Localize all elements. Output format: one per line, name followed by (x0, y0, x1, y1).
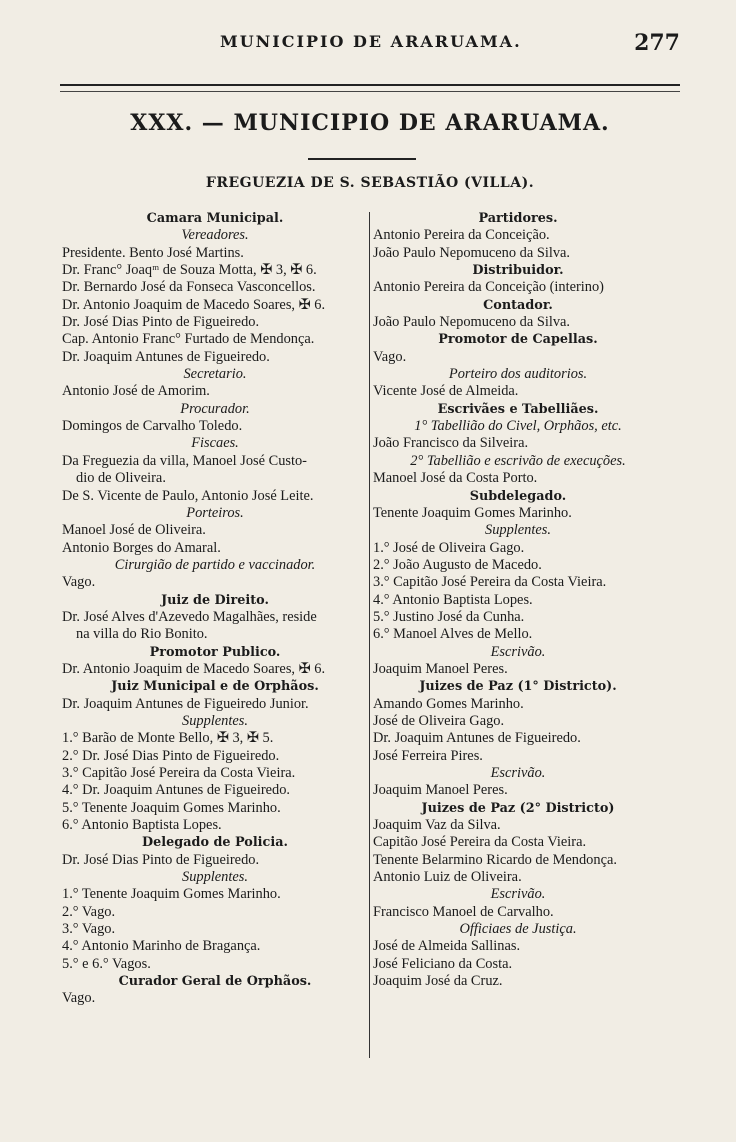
entry-line: 3.° Capitão José Pereira da Costa Vieira. (62, 765, 296, 781)
role-subheading: Procurador. (180, 400, 250, 417)
entry-line: Da Freguezia da villa, Manoel José Custo- (62, 452, 307, 469)
entry-line: José Feliciano da Costa. (373, 955, 513, 972)
entry-line: Capitão José Pereira da Costa Vieira. (373, 834, 587, 851)
entry-line: De S. Vicente de Paulo, Antonio José Leite. (62, 487, 314, 504)
entry-line: 6.° Manoel Alves de Mello. (373, 626, 533, 643)
section-heading: Juizes de Paz (2° Districto) (421, 800, 615, 816)
column-divider (369, 212, 370, 1058)
entry-line: Antonio Pereira da Conceição (interino) (373, 279, 604, 296)
role-subheading: Escrivão. (490, 886, 546, 903)
section-heading: Delegado de Policia. (142, 835, 288, 851)
entry-line: Cap. Antonio Franc° Furtado de Mendonça. (62, 331, 315, 348)
section-heading: Contador. (483, 297, 553, 313)
entry-line: João Paulo Nepomuceno da Silva. (373, 314, 571, 331)
entry-line: Dr. José Alves d'Azevedo Magalhães, reside (62, 608, 317, 625)
entry-line: 4.° Antonio Marinho de Bragança. (62, 938, 261, 955)
role-subheading: 1° Tabellião do Civel, Orphãos, etc. (414, 418, 622, 435)
header-rule (60, 84, 680, 92)
section-heading: Juiz Municipal e de Orphãos. (111, 679, 319, 695)
role-subheading: Porteiro dos auditorios. (448, 366, 588, 383)
left-column (62, 210, 368, 1008)
role-subheading: Cirurgião de partido e vaccinador. (114, 556, 316, 573)
entry-continuation: na villa do Rio Bonito. (76, 626, 208, 643)
entry-line: Tenente Belarmino Ricardo de Mendonça. (373, 851, 617, 868)
entry-line: 4.° Dr. Joaquim Antunes de Figueiredo. (62, 782, 290, 799)
entry-line: Antonio Borges do Amaral. (62, 539, 221, 556)
entry-line: Vicente José de Almeida. (373, 383, 519, 400)
entry-line: Manoel José de Oliveira. (62, 522, 206, 539)
entry-line: Domingos de Carvalho Toledo. (62, 418, 243, 435)
role-subheading: Fiscaes. (191, 435, 239, 452)
section-heading: Camara Municipal. (146, 211, 284, 226)
entry-line: 1.° Tenente Joaquim Gomes Marinho. (62, 886, 281, 903)
role-subheading: Escrivão. (490, 765, 546, 781)
entry-line: Francisco Manoel de Carvalho. (373, 903, 554, 920)
entry-line: 5.° Justino José da Cunha. (373, 608, 525, 625)
entry-line: Dr. Joaquim Antunes de Figueiredo. (373, 730, 581, 747)
entry-line: Joaquim Vaz da Silva. (373, 817, 501, 834)
entry-line: Joaquim Manoel Peres. (373, 660, 508, 677)
right-column (373, 210, 663, 990)
role-subheading: Vereadores. (181, 227, 249, 244)
running-header (60, 30, 680, 60)
entry-line: João Francisco da Silveira. (373, 435, 529, 452)
entry-line: Dr. Joaquim Antunes de Figueiredo Junior. (62, 695, 309, 712)
entry-line: Dr. Franc° Joaqᵐ de Souza Motta, ✠ 3, ✠ 6. (62, 262, 317, 279)
role-subheading: Secretario. (183, 366, 247, 383)
role-subheading: 2° Tabellião e escrivão de execuções. (410, 452, 626, 469)
entry-line: 3.° Capitão José Pereira da Costa Vieira. (373, 574, 607, 591)
role-subheading: Porteiros. (186, 504, 244, 521)
entry-line: Tenente Joaquim Gomes Marinho. (373, 504, 572, 521)
entry-line: José de Oliveira Gago. (373, 712, 505, 729)
entry-line: 1.° Barão de Monte Bello, ✠ 3, ✠ 5. (62, 730, 274, 747)
section-heading: Distribuidor. (472, 263, 564, 279)
entry-line: 2.° Vago. (62, 903, 116, 920)
page-number: 277 (634, 30, 680, 56)
section-heading: Partidores. (478, 211, 558, 226)
title-rule (308, 158, 416, 160)
entry-line: Vago. (62, 574, 96, 591)
entry-line: 5.° Tenente Joaquim Gomes Marinho. (62, 799, 281, 816)
role-subheading: Supplentes. (182, 869, 248, 886)
entry-line: Dr. Antonio Joaquim de Macedo Soares, ✠ 6. (62, 296, 326, 313)
entry-line: Dr. Joaquim Antunes de Figueiredo. (62, 348, 270, 365)
entry-line: José Ferreira Pires. (373, 747, 483, 764)
entry-line: Joaquim Manoel Peres. (373, 782, 508, 799)
entry-line: 3.° Vago. (62, 921, 116, 938)
section-heading: Escrivães e Tabelliães. (437, 401, 599, 417)
running-title: MUNICIPIO DE ARARUAMA. (220, 32, 522, 51)
role-subheading: Escrivão. (490, 643, 546, 660)
section-heading: Juizes de Paz (1° Districto). (419, 679, 617, 695)
entry-line: 6.° Antonio Baptista Lopes. (62, 817, 222, 834)
entry-line: Antonio José de Amorim. (62, 383, 210, 400)
entry-line: Dr. José Dias Pinto de Figueiredo. (62, 314, 260, 331)
entry-line: Amando Gomes Marinho. (373, 695, 524, 712)
entry-line: Antonio Pereira da Conceição. (373, 227, 550, 244)
entry-line: 1.° José de Oliveira Gago. (373, 539, 525, 556)
role-subheading: Supplentes. (182, 712, 248, 729)
entry-line: 4.° Antonio Baptista Lopes. (373, 591, 533, 608)
section-heading: Juiz de Direito. (161, 592, 269, 608)
entry-line: Vago. (62, 990, 96, 1007)
section-heading: Promotor Publico. (149, 644, 281, 660)
entry-line: Dr. José Dias Pinto de Figueiredo. (62, 851, 260, 868)
parish-title: FREGUEZIA DE S. SEBASTIÃO (VILLA). (205, 175, 535, 191)
entry-line: Vago. (373, 348, 407, 365)
entry-line: José de Almeida Sallinas. (373, 938, 521, 955)
entry-line: 2.° João Augusto de Macedo. (373, 556, 542, 573)
entry-line: Presidente. Bento José Martins. (62, 244, 244, 261)
entry-line: 5.° e 6.° Vagos. (62, 955, 151, 972)
entry-line: Dr. Antonio Joaquim de Macedo Soares, ✠ 6. (62, 660, 326, 677)
role-subheading: Supplentes. (485, 522, 551, 539)
chapter-title: XXX. — MUNICIPIO DE ARARUAMA. (130, 110, 610, 136)
entry-line: João Paulo Nepomuceno da Silva. (373, 244, 571, 261)
section-heading: Curador Geral de Orphãos. (118, 974, 312, 990)
entry-line: Joaquim José da Cruz. (373, 973, 503, 990)
entry-line: Dr. Bernardo José da Fonseca Vasconcellos. (62, 279, 316, 296)
entry-line: Antonio Luiz de Oliveira. (373, 869, 522, 886)
role-subheading: Officiaes de Justiça. (459, 921, 577, 938)
entry-line: Manoel José da Costa Porto. (373, 470, 538, 487)
section-heading: Subdelegado. (469, 488, 567, 504)
entry-line: 2.° Dr. José Dias Pinto de Figueiredo. (62, 747, 280, 764)
entry-continuation: dio de Oliveira. (76, 470, 166, 487)
section-heading: Promotor de Capellas. (438, 332, 598, 348)
